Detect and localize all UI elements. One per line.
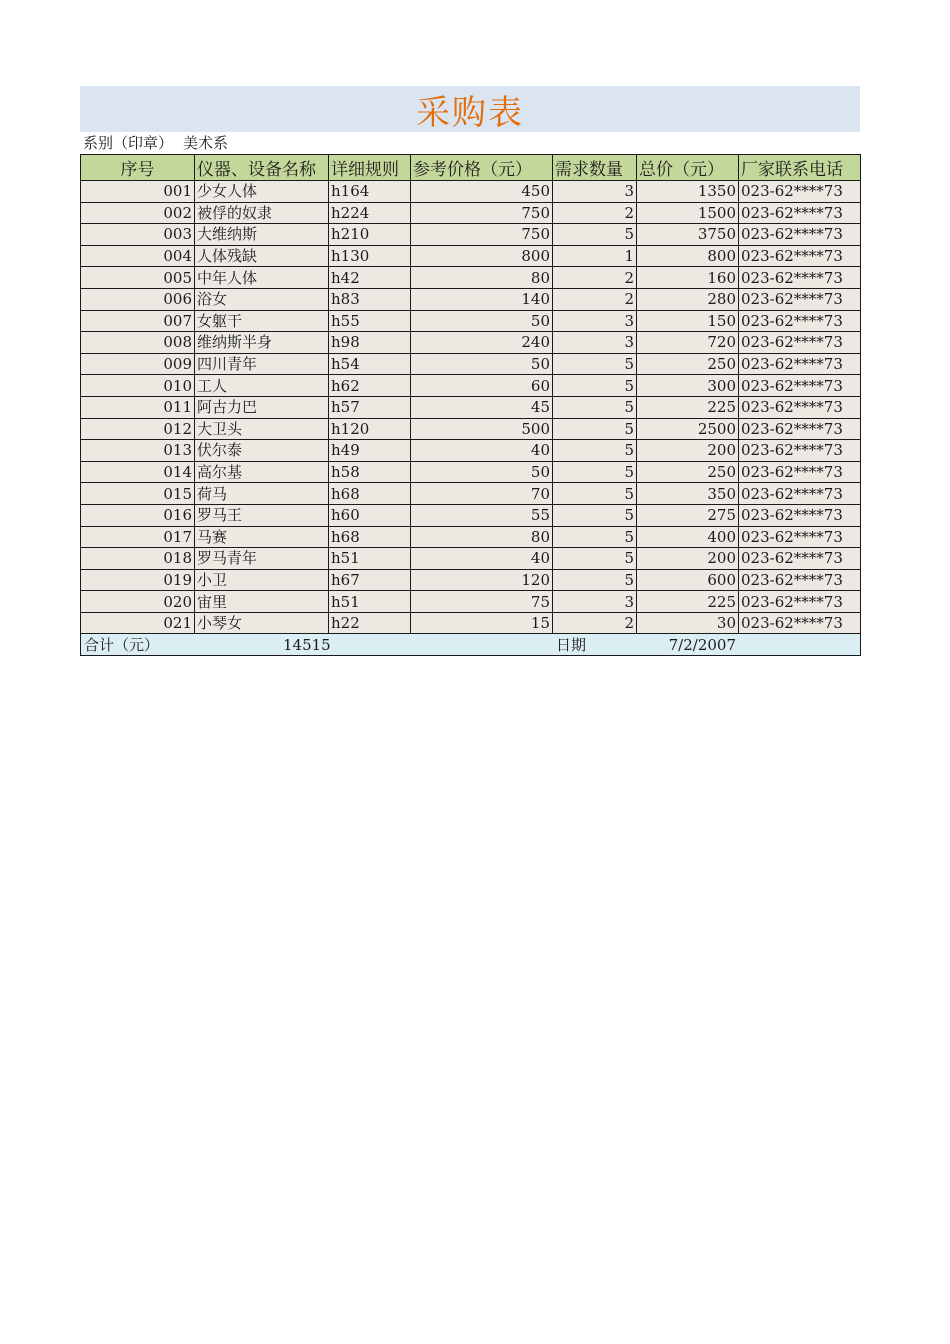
cell-phone: 023-62****73	[739, 526, 861, 548]
header-cell-index: 序号	[81, 155, 195, 181]
cell-phone: 023-62****73	[739, 245, 861, 267]
table-row	[81, 267, 861, 289]
date-value: 7/2/2007	[668, 635, 736, 654]
cell-spec: h130	[329, 245, 411, 267]
cell-quantity: 3	[553, 181, 637, 203]
cell-index: 015	[81, 483, 195, 505]
table-row	[81, 245, 861, 267]
cell-total: 1500	[637, 202, 739, 224]
table-row	[81, 396, 861, 418]
cell-quantity: 5	[553, 526, 637, 548]
cell-total: 3750	[637, 224, 739, 246]
table-row	[81, 181, 861, 203]
cell-quantity: 2	[553, 267, 637, 289]
cell-phone: 023-62****73	[739, 396, 861, 418]
cell-phone: 023-62****73	[739, 267, 861, 289]
cell-index: 013	[81, 440, 195, 462]
cell-quantity: 5	[553, 375, 637, 397]
cell-total: 250	[637, 461, 739, 483]
cell-name: 阿古力巴	[195, 396, 329, 418]
table-row	[81, 612, 861, 634]
cell-price: 140	[411, 288, 553, 310]
cell-spec: h62	[329, 375, 411, 397]
cell-index: 005	[81, 267, 195, 289]
cell-total: 30	[637, 612, 739, 634]
cell-phone: 023-62****73	[739, 440, 861, 462]
cell-name: 被俘的奴隶	[195, 202, 329, 224]
cell-phone: 023-62****73	[739, 375, 861, 397]
cell-spec: h58	[329, 461, 411, 483]
cell-phone: 023-62****73	[739, 504, 861, 526]
table-row	[81, 418, 861, 440]
cell-total: 2500	[637, 418, 739, 440]
cell-index: 003	[81, 224, 195, 246]
cell-index: 004	[81, 245, 195, 267]
cell-total: 350	[637, 483, 739, 505]
cell-total: 275	[637, 504, 739, 526]
cell-quantity: 3	[553, 310, 637, 332]
cell-phone: 023-62****73	[739, 612, 861, 634]
cell-price: 40	[411, 548, 553, 570]
cell-name: 四川青年	[195, 353, 329, 375]
cell-index: 006	[81, 288, 195, 310]
cell-spec: h60	[329, 504, 411, 526]
cell-name: 女躯干	[195, 310, 329, 332]
cell-price: 50	[411, 310, 553, 332]
cell-phone: 023-62****73	[739, 310, 861, 332]
cell-name: 高尔基	[195, 461, 329, 483]
cell-quantity: 2	[553, 612, 637, 634]
cell-index: 002	[81, 202, 195, 224]
cell-name: 维纳斯半身	[195, 332, 329, 354]
cell-quantity: 5	[553, 353, 637, 375]
table-row	[81, 288, 861, 310]
cell-name: 工人	[195, 375, 329, 397]
cell-total: 1350	[637, 181, 739, 203]
cell-name: 罗马王	[195, 504, 329, 526]
table-row	[81, 310, 861, 332]
cell-spec: h42	[329, 267, 411, 289]
cell-price: 50	[411, 353, 553, 375]
cell-index: 017	[81, 526, 195, 548]
cell-phone: 023-62****73	[739, 181, 861, 203]
cell-index: 008	[81, 332, 195, 354]
cell-spec: h51	[329, 591, 411, 613]
table-row	[81, 461, 861, 483]
total-label: 合计（元）	[84, 635, 160, 654]
title-bar	[80, 86, 860, 132]
cell-phone: 023-62****73	[739, 461, 861, 483]
table-row	[81, 569, 861, 591]
cell-price: 15	[411, 612, 553, 634]
date-label: 日期	[556, 635, 587, 654]
cell-quantity: 3	[553, 591, 637, 613]
cell-phone: 023-62****73	[739, 483, 861, 505]
cell-phone: 023-62****73	[739, 591, 861, 613]
cell-quantity: 5	[553, 483, 637, 505]
cell-index: 011	[81, 396, 195, 418]
department-label: 系别（印章）	[83, 134, 174, 152]
cell-spec: h54	[329, 353, 411, 375]
cell-quantity: 5	[553, 504, 637, 526]
cell-name: 荷马	[195, 483, 329, 505]
table-row	[81, 332, 861, 354]
department-value: 美术系	[183, 134, 229, 152]
cell-name: 少女人体	[195, 181, 329, 203]
cell-name: 中年人体	[195, 267, 329, 289]
cell-index: 019	[81, 569, 195, 591]
total-value: 14515	[283, 635, 331, 654]
cell-spec: h67	[329, 569, 411, 591]
table-row	[81, 526, 861, 548]
header-cell-phone: 厂家联系电话	[739, 155, 861, 181]
cell-price: 80	[411, 526, 553, 548]
cell-name: 浴女	[195, 288, 329, 310]
cell-index: 021	[81, 612, 195, 634]
cell-name: 伏尔泰	[195, 440, 329, 462]
cell-total: 300	[637, 375, 739, 397]
cell-spec: h120	[329, 418, 411, 440]
cell-price: 750	[411, 202, 553, 224]
cell-phone: 023-62****73	[739, 569, 861, 591]
table-row	[81, 483, 861, 505]
cell-phone: 023-62****73	[739, 418, 861, 440]
cell-index: 014	[81, 461, 195, 483]
cell-quantity: 2	[553, 288, 637, 310]
cell-total: 225	[637, 591, 739, 613]
cell-name: 小卫	[195, 569, 329, 591]
cell-spec: h49	[329, 440, 411, 462]
cell-spec: h55	[329, 310, 411, 332]
cell-spec: h224	[329, 202, 411, 224]
cell-quantity: 3	[553, 332, 637, 354]
cell-total: 720	[637, 332, 739, 354]
cell-quantity: 5	[553, 396, 637, 418]
cell-quantity: 5	[553, 418, 637, 440]
header-cell-total: 总价（元）	[637, 155, 739, 181]
cell-name: 大维纳斯	[195, 224, 329, 246]
table-row	[81, 548, 861, 570]
cell-name: 大卫头	[195, 418, 329, 440]
cell-price: 45	[411, 396, 553, 418]
cell-total: 800	[637, 245, 739, 267]
cell-price: 450	[411, 181, 553, 203]
header-cell-name: 仪器、设备名称	[195, 155, 329, 181]
cell-price: 60	[411, 375, 553, 397]
cell-phone: 023-62****73	[739, 288, 861, 310]
cell-spec: h83	[329, 288, 411, 310]
cell-index: 007	[81, 310, 195, 332]
cell-quantity: 1	[553, 245, 637, 267]
table-row	[81, 591, 861, 613]
table-row	[81, 353, 861, 375]
cell-price: 55	[411, 504, 553, 526]
cell-phone: 023-62****73	[739, 548, 861, 570]
cell-phone: 023-62****73	[739, 224, 861, 246]
cell-quantity: 5	[553, 224, 637, 246]
header-cell-quantity: 需求数量	[553, 155, 637, 181]
cell-price: 70	[411, 483, 553, 505]
cell-spec: h22	[329, 612, 411, 634]
cell-quantity: 5	[553, 548, 637, 570]
cell-quantity: 5	[553, 569, 637, 591]
cell-total: 150	[637, 310, 739, 332]
cell-name: 马赛	[195, 526, 329, 548]
total-row	[81, 634, 861, 656]
cell-price: 240	[411, 332, 553, 354]
cell-price: 500	[411, 418, 553, 440]
cell-price: 80	[411, 267, 553, 289]
cell-index: 010	[81, 375, 195, 397]
cell-quantity: 5	[553, 461, 637, 483]
cell-total: 200	[637, 440, 739, 462]
table-row	[81, 224, 861, 246]
cell-index: 009	[81, 353, 195, 375]
table-row	[81, 440, 861, 462]
cell-phone: 023-62****73	[739, 202, 861, 224]
cell-total: 600	[637, 569, 739, 591]
cell-price: 40	[411, 440, 553, 462]
table-body	[81, 181, 861, 634]
header-row	[81, 155, 861, 181]
cell-price: 750	[411, 224, 553, 246]
cell-name: 小琴女	[195, 612, 329, 634]
table-row	[81, 504, 861, 526]
cell-total: 280	[637, 288, 739, 310]
cell-price: 75	[411, 591, 553, 613]
cell-spec: h164	[329, 181, 411, 203]
cell-index: 020	[81, 591, 195, 613]
cell-total: 250	[637, 353, 739, 375]
cell-price: 50	[411, 461, 553, 483]
cell-spec: h68	[329, 483, 411, 505]
cell-name: 宙里	[195, 591, 329, 613]
cell-spec: h210	[329, 224, 411, 246]
table-row	[81, 202, 861, 224]
purchase-sheet	[80, 86, 860, 656]
cell-quantity: 2	[553, 202, 637, 224]
cell-phone: 023-62****73	[739, 353, 861, 375]
page-title: 采购表	[416, 92, 524, 133]
cell-quantity: 5	[553, 440, 637, 462]
cell-spec: h57	[329, 396, 411, 418]
header-cell-spec: 详细规则	[329, 155, 411, 181]
cell-name: 罗马青年	[195, 548, 329, 570]
header-cell-price: 参考价格（元）	[411, 155, 553, 181]
cell-price: 800	[411, 245, 553, 267]
cell-spec: h68	[329, 526, 411, 548]
cell-phone: 023-62****73	[739, 332, 861, 354]
department-line	[80, 132, 860, 154]
cell-spec: h51	[329, 548, 411, 570]
table-row	[81, 375, 861, 397]
cell-price: 120	[411, 569, 553, 591]
cell-index: 018	[81, 548, 195, 570]
cell-name: 人体残缺	[195, 245, 329, 267]
cell-total: 400	[637, 526, 739, 548]
cell-total: 160	[637, 267, 739, 289]
cell-total: 200	[637, 548, 739, 570]
cell-index: 012	[81, 418, 195, 440]
cell-index: 016	[81, 504, 195, 526]
cell-total: 225	[637, 396, 739, 418]
cell-index: 001	[81, 181, 195, 203]
cell-spec: h98	[329, 332, 411, 354]
purchase-table	[80, 154, 861, 656]
